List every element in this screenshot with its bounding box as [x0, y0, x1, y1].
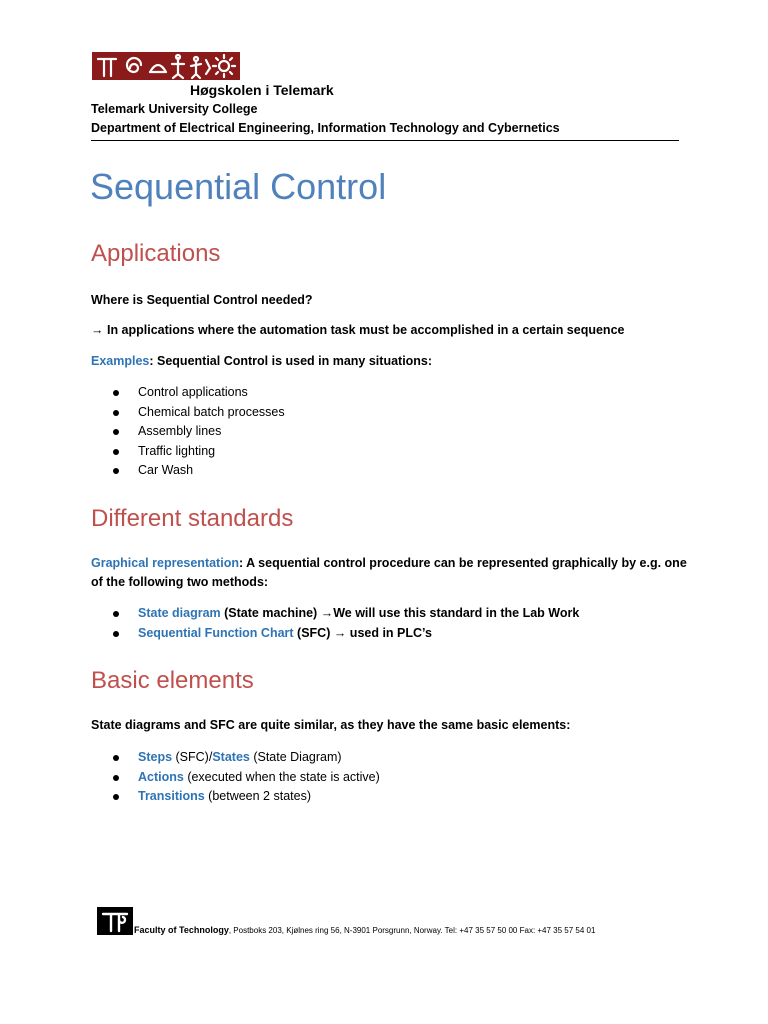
- section-heading-basic-elements: Basic elements: [91, 667, 254, 694]
- hit-logo-icon: [92, 52, 240, 80]
- term-states: States: [212, 750, 250, 764]
- footer-faculty: Faculty of Technology: [134, 925, 229, 935]
- list-item: [113, 461, 285, 481]
- list-item: [113, 604, 579, 624]
- list-item-text: Traffic lighting: [138, 443, 216, 458]
- footer-address: , Postboks 203, Kjølnes ring 56, N-3901 Porsgrunn, Norway. Tel: +47 35 57 50 00 Fax: +47 35 57 54 01: [228, 926, 596, 935]
- list-item-text: (SFC)/: [172, 750, 213, 764]
- graphical-label: Graphical representation: [91, 556, 239, 570]
- logo-name: Høgskolen i Telemark: [190, 82, 334, 98]
- list-item-text: Assembly lines: [138, 424, 222, 438]
- list-item: [113, 624, 579, 644]
- bullet-icon: [113, 390, 119, 396]
- bullet-icon: [113, 775, 119, 781]
- list-item: [113, 422, 285, 442]
- bullet-icon: [113, 449, 119, 455]
- bullet-icon: [113, 468, 119, 474]
- list-item-text: (between 2 states): [204, 789, 311, 803]
- header-divider: [91, 140, 679, 141]
- bullet-icon: [113, 611, 119, 617]
- list-item: [113, 787, 380, 807]
- applications-question: Where is Sequential Control needed?: [91, 293, 313, 307]
- applications-examples: [91, 352, 432, 371]
- term-state-diagram: State diagram: [138, 606, 221, 620]
- bullet-icon: [113, 755, 119, 761]
- term-actions: Actions: [138, 769, 184, 784]
- standards-graphical: [91, 554, 691, 592]
- bullet-icon: [113, 631, 119, 637]
- list-item-text: Control applications: [138, 385, 248, 399]
- examples-label: Examples: [91, 354, 150, 368]
- list-item: [113, 383, 285, 403]
- standards-list: [113, 604, 579, 643]
- list-item-text: (State machine) →We will use this standard in the Lab Work: [220, 606, 580, 620]
- term-sfc: Sequential Function Chart: [138, 625, 294, 640]
- section-heading-standards: Different standards: [91, 505, 294, 532]
- list-item-text: (SFC) → used in PLC’s: [293, 625, 432, 640]
- department-name: Department of Electrical Engineering, Information Technology and Cybernetics: [91, 121, 560, 135]
- bullet-icon: [113, 429, 119, 435]
- document-title: Sequential Control: [90, 166, 387, 207]
- list-item: [113, 403, 285, 423]
- graphical-text: : A sequential control procedure can be represented graphically by e.g. one of the following two methods:: [91, 556, 687, 589]
- list-item-text: Car Wash: [138, 463, 194, 477]
- list-item-text: Chemical batch processes: [138, 404, 285, 419]
- list-item-text: (executed when the state is active): [183, 769, 380, 784]
- applications-list: [113, 383, 285, 481]
- bullet-icon: [113, 794, 119, 800]
- basic-elements-intro: State diagrams and SFC are quite similar, as they have the same basic elements:: [91, 718, 571, 732]
- list-item-text: (State Diagram): [249, 750, 342, 764]
- list-item: [113, 442, 285, 462]
- bullet-icon: [113, 410, 119, 416]
- list-item: [113, 768, 380, 788]
- applications-answer: → In applications where the automation task must be accomplished in a certain sequence: [91, 323, 625, 337]
- institution-name: Telemark University College: [91, 102, 258, 116]
- basic-elements-list: [113, 748, 380, 807]
- term-steps: Steps: [138, 750, 173, 764]
- examples-text: : Sequential Control is used in many situations:: [149, 354, 433, 368]
- list-item: [113, 748, 380, 768]
- term-transitions: Transitions: [138, 789, 205, 803]
- section-heading-applications: Applications: [91, 240, 221, 267]
- faculty-logo-icon: [97, 907, 133, 935]
- footer-text: [134, 925, 595, 935]
